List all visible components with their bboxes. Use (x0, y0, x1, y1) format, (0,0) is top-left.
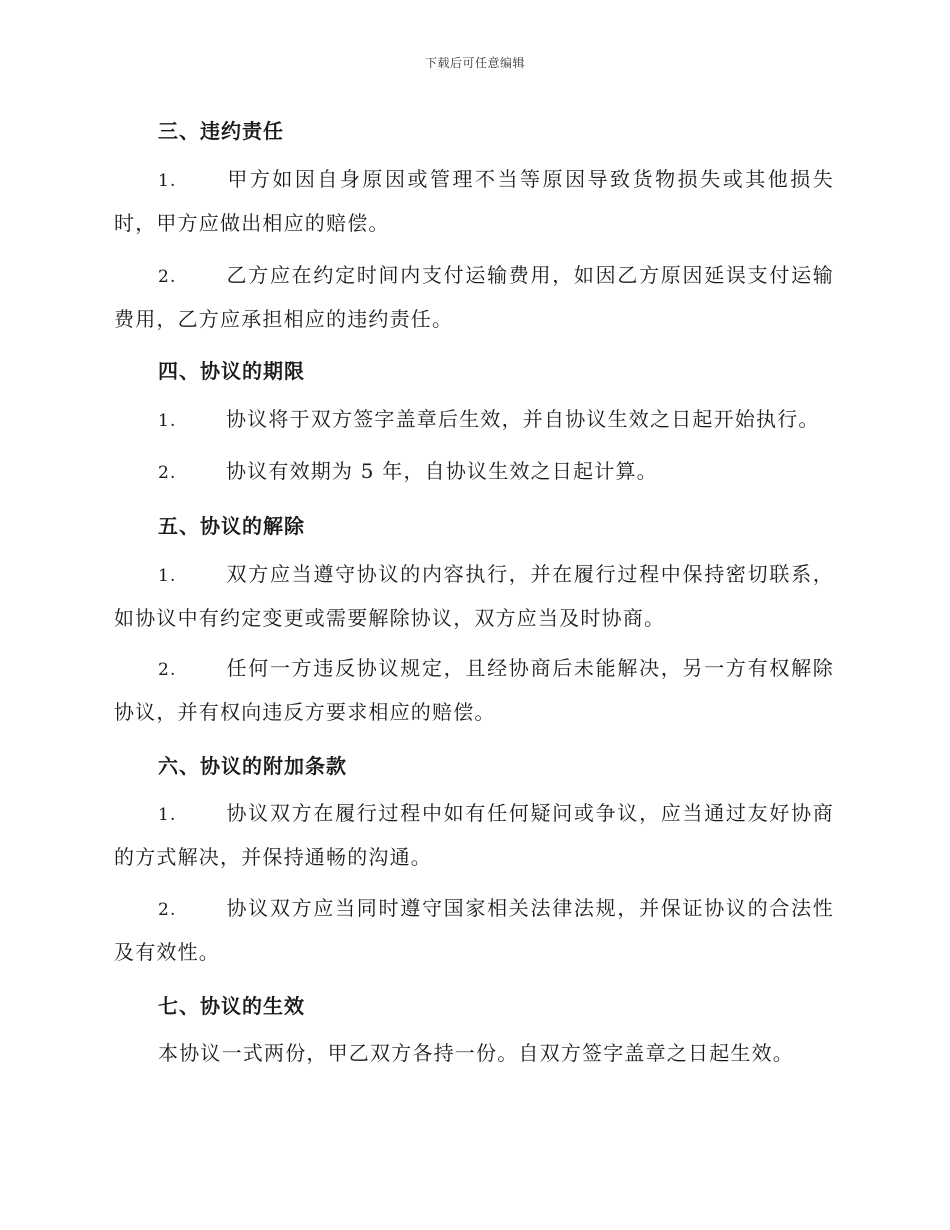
clause-text: 协议双方在履行过程中如有任何疑问或争议，应当通过友好协商的方式解决，并保持通畅的沟通。 (114, 801, 834, 869)
clause-number: 1. (158, 171, 177, 191)
section-heading-additional: 六、协议的附加条款 (158, 754, 347, 778)
clause-number: 2. (158, 660, 177, 680)
section-heading-termination: 五、协议的解除 (158, 514, 305, 538)
page-header-note: 下载后可任意编辑 (424, 56, 525, 70)
clause-text: 甲方如因自身原因或管理不当等原因导致货物损失或其他损失时，甲方应做出相应的赔偿。 (114, 167, 834, 235)
section-heading-term: 四、协议的期限 (158, 359, 305, 383)
clause-number: 2. (158, 267, 177, 287)
clause-breach-1 (114, 158, 834, 244)
clause-text: 任何一方违反协议规定，且经协商后未能解决，另一方有权解除协议，并有权向违反方要求相应的赔偿。 (114, 656, 834, 724)
clause-breach-2 (114, 254, 834, 340)
clause-text: 协议将于双方签字盖章后生效，并自协议生效之日起开始执行。 (226, 407, 820, 431)
clause-number: 2. (158, 900, 177, 920)
clause-text: 乙方应在约定时间内支付运输费用，如因乙方原因延误支付运输费用，乙方应承担相应的违约责任。 (114, 263, 834, 331)
clause-effective: 本协议一式两份，甲乙双方各持一份。自双方签字盖章之日起生效。 (158, 1041, 794, 1065)
section-heading-breach: 三、违约责任 (158, 119, 284, 143)
clause-number: 1. (158, 805, 177, 825)
clause-text: 协议有效期为 5 年，自协议生效之日起计算。 (226, 459, 658, 483)
clause-termination-2 (114, 647, 834, 733)
clause-additional-1 (114, 792, 834, 878)
clause-additional-2 (114, 887, 834, 973)
clause-text: 双方应当遵守协议的内容执行，并在履行过程中保持密切联系，如协议中有约定变更或需要解除协议，双方应当及时协商。 (114, 562, 834, 630)
clause-text: 协议双方应当同时遵守国家相关法律法规，并保证协议的合法性及有效性。 (114, 896, 834, 964)
clause-term-1 (114, 398, 834, 442)
clause-termination-1 (114, 553, 834, 639)
clause-term-2 (114, 450, 834, 494)
clause-number: 1. (158, 411, 177, 431)
clause-number: 2. (158, 463, 177, 483)
clause-number: 1. (158, 566, 177, 586)
section-heading-effective: 七、协议的生效 (158, 994, 305, 1018)
